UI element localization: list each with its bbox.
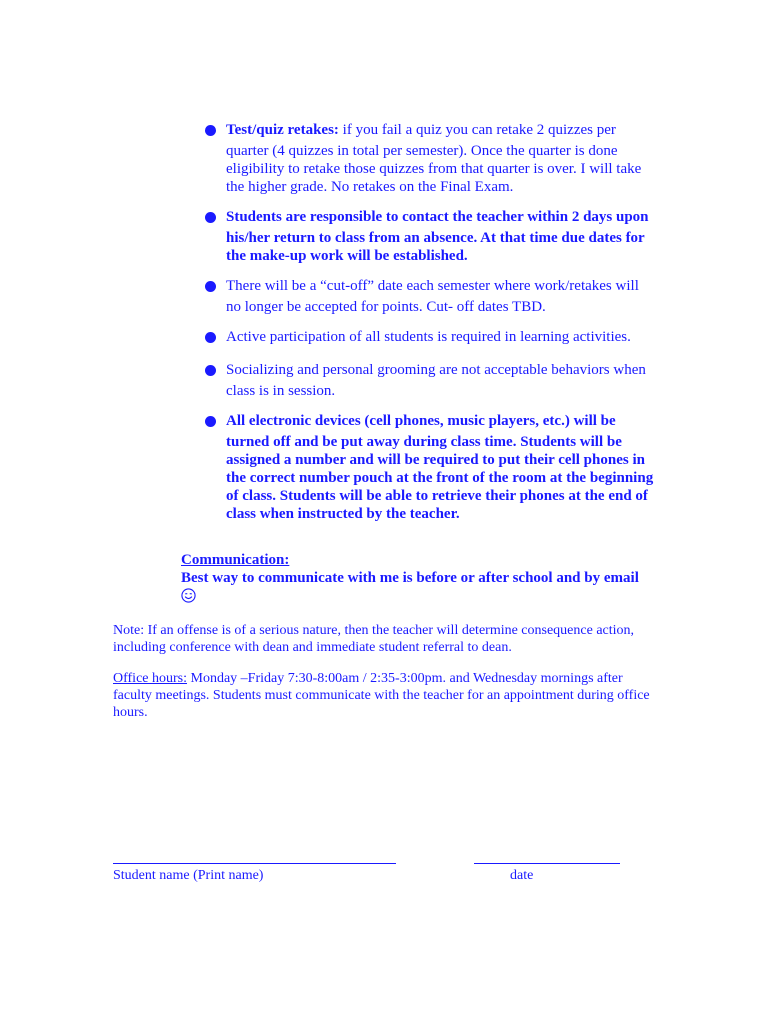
retakes-lead: Test/quiz retakes: [226, 122, 339, 138]
communication-section [181, 551, 661, 603]
absence-first-line: Students are responsible to contact the teacher within 2 days upon [226, 209, 649, 225]
bullet-icon [205, 416, 216, 427]
cutoff-text: no longer be accepted for points. Cut- off dates TBD. [226, 299, 546, 315]
bullet-icon [205, 365, 216, 376]
student-name-label: Student name (Print name) [113, 868, 264, 883]
socializing-text: class is in session. [226, 383, 336, 399]
participation-first-line: Active participation of all students is required in learning activities. [226, 329, 631, 345]
smiley-icon [181, 588, 196, 603]
office-hours [113, 670, 658, 721]
date-line [474, 863, 620, 864]
devices-text: turned off and be put away during class time. Students will be assigned a number and will be required to put their cell phones in the correct number pouch at the front of the room at the beginning of class. Students will be able to retrieve their phones at the end of class when instructed by the teacher. [226, 434, 654, 522]
list-item [200, 409, 660, 523]
bullet-icon [205, 332, 216, 343]
bullet-icon [205, 125, 216, 136]
date-label: date [510, 868, 534, 883]
list-item [200, 118, 660, 196]
list-item [200, 274, 660, 316]
office-hours-label: Office hours: [113, 671, 187, 686]
absence-text: his/her return to class from an absence. At that time due dates for the make-up work will be established. [226, 230, 645, 264]
list-item [200, 358, 660, 400]
list-item [200, 325, 660, 349]
communication-heading: Communication: [181, 552, 290, 568]
socializing-first-line: Socializing and personal grooming are not acceptable behaviors when [226, 362, 646, 378]
bullet-icon [205, 212, 216, 223]
offense-note: Note: If an offense is of a serious nature, then the teacher will determine consequence action, including conference with dean and immediate student referral to dean. [113, 623, 635, 655]
cutoff-first-line: There will be a “cut-off” date each semester where work/retakes will [226, 278, 639, 294]
student-name-line [113, 863, 396, 864]
communication-text: Best way to communicate with me is before or after school and by email [181, 570, 639, 586]
retakes-first-line: if you fail a quiz you can retake 2 quizzes per [338, 122, 616, 138]
devices-first-line: All electronic devices (cell phones, music players, etc.) will be [226, 413, 616, 429]
office-hours-text: Monday –Friday 7:30-8:00am / 2:35-3:00pm. and Wednesday mornings after faculty meetings. Students must communicate with the teacher for an appointment during office hours. [113, 671, 650, 720]
bullet-icon [205, 281, 216, 292]
policy-list [200, 118, 660, 532]
list-item [200, 205, 660, 265]
retakes-text: quarter (4 quizzes in total per semester). Once the quarter is done eligibility to retake those quizzes from that quarter is over. I will take the higher grade. No retakes on the Final Exam. [226, 143, 642, 195]
